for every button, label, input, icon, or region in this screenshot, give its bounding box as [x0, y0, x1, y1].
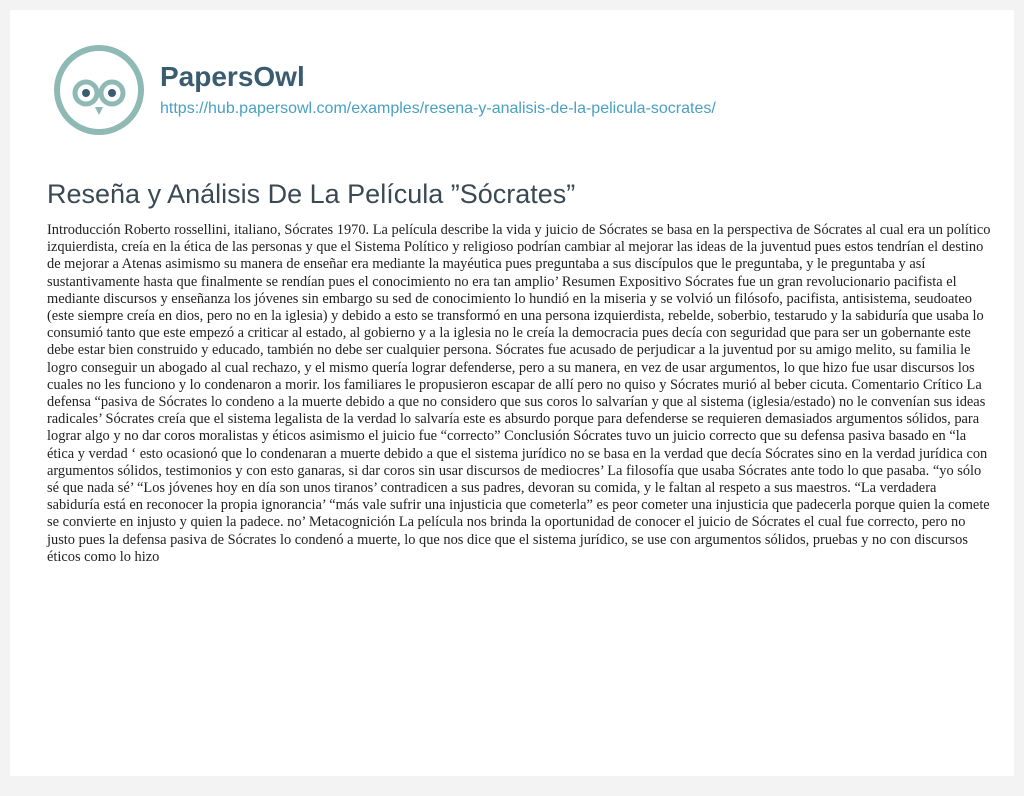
source-url-link[interactable]: https://hub.papersowl.com/examples/resena-y-analisis-de-la-pelicula-socrates/ — [160, 100, 716, 117]
brand-name[interactable]: PapersOwl — [160, 61, 305, 92]
article-body: Introducción Roberto rossellini, italiano, Sócrates 1970. La película describe la vida y juicio de Sócrates se basa en la perspectiva de Sócrates al cual era un político izquierdista, creía en la ética de las personas y que el Sistema Político y religioso podrían cambiar al mejorar las ideas de la juventud pues estos tendrían el destino de mejorar a Atenas asimismo su manera de enseñar era mediante la mayéutica pues preguntaba a sus discípulos que le preguntaba, y le preguntaba y así sustantivamente hasta que finalmente se rendían pues el conocimiento no era tan amplio’ Resumen Expositivo Sócrates fue un gran revolucionario pacifista el mediante discursos y enseñanza los jóvenes sin embargo su sed de conocimiento lo hundió en la miseria y se volvió un filósofo, pacifista, antisistema, seudoateo (este siempre creía en dios, pero no en la iglesia) y debido a esto se transformó en una persona izquierdista, rebelde, soberbio, testarudo y la sabiduría que usaba lo consumió tanto que este empezó a criticar al estado, al gobierno y a la iglesia no le creía la democracia pues decía con seguridad que para ser un gobernante este debe estar bien construido y educado, también no debe ser cualquier persona. Sócrates fue acusado de perjudicar a la juventud por su amigo melito, su familia le logro conseguir un abogado al cual rechazo, y el mismo quería lograr defenderse, pero a su manera, en vez de usar argumentos, lo que hizo fue usar discursos los cuales no les funciono y lo condenaron a morir. los familiares le propusieron escapar de allí pero no quiso y Sócrates murió al beber cicuta. Comentario Crítico La defensa “pasiva de Sócrates lo condeno a la muerte debido a que no considero que sus coros lo salvarían y que al sistema (iglesia/estado) no le convenían sus ideas radicales’ Sócrates creía que el sistema legalista de la verdad lo salvaría este es absurdo porque para defenderse se requieren demasiados argumentos sólidos, para lograr algo y no dar coros moralistas y éticos asimismo el juicio fue “correcto” Conclusión Sócrates tuvo un juicio correcto que su defensa pasiva basado en “la ética y verdad ‘ esto ocasionó que lo condenaran a muerte debido a que el sistema jurídico no se basa en la verdad que decía Sócrates sino en la verdad jurídica con argumentos sólidos, testimonios y con esto ganaras, si dar coros sin usar discursos de mediocres’ La filosofía que usaba Sócrates ante todo lo que pasaba. “yo sólo sé que nada sé’ “Los jóvenes hoy en día son unos tiranos’ contradicen a sus padres, devoran su comida, y le faltan al respeto a sus maestros. “La verdadera sabiduría está en reconocer la propia ignorancia’ “más vale sufrir una injusticia que cometerla” es peor cometer una injusticia que padecerla porque quien la comete se convierte en injusto y quien la padece. no’ Metacognición La película nos brinda la oportunidad de conocer el juicio de Sócrates el cual fue correcto, pero no justo pues la defensa pasiva de Sócrates lo condenó a muerte, lo que nos dice que el sistema jurídico, se use con argumentos sólidos, pruebas y no con discursos éticos como lo hizo — [47, 222, 991, 565]
owl-logo-icon — [54, 45, 144, 135]
site-header — [54, 40, 716, 140]
brand-block — [160, 60, 716, 120]
document-page — [10, 10, 1014, 776]
article-title: Reseña y Análisis De La Película ”Sócrates” — [47, 179, 576, 209]
